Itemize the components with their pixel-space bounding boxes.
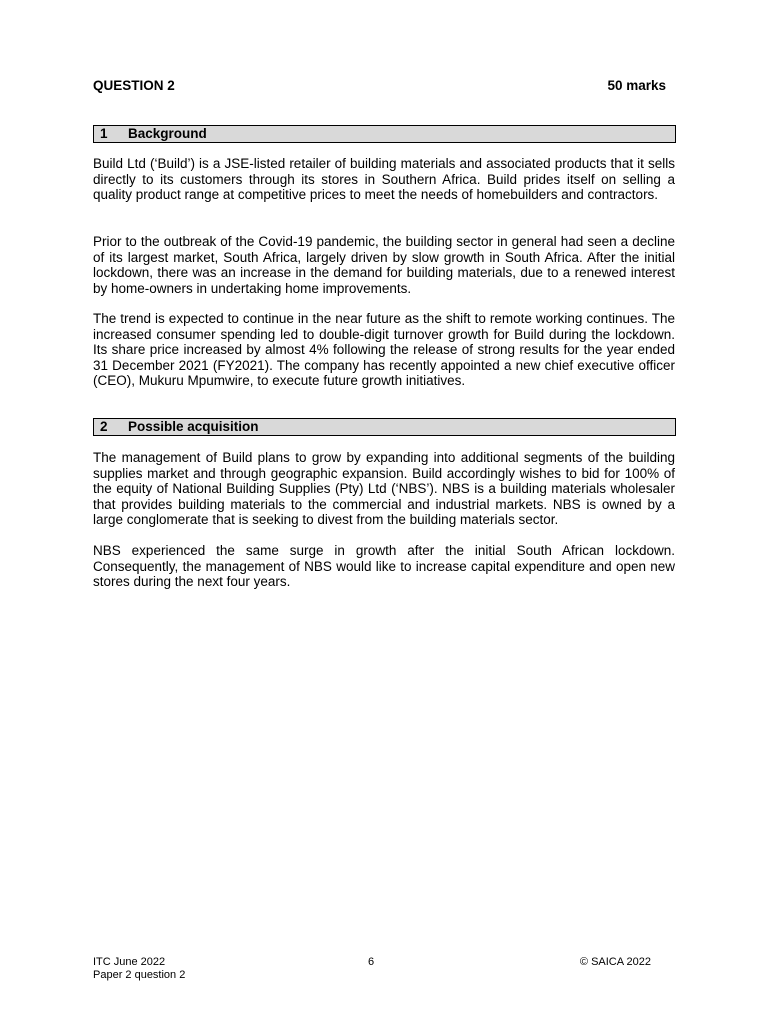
paragraph: Build Ltd (‘Build’) is a JSE-listed retailer of building materials and associated products that it sells directly to its customers through its stores in Southern Africa. Build prides itself on selling a quality product range at competitive prices to meet the needs of homebuilders and contractors.: [93, 156, 675, 203]
page-number: 6: [368, 956, 375, 968]
footer-paper-label: Paper 2 question 2: [93, 969, 186, 981]
paragraph: Prior to the outbreak of the Covid-19 pandemic, the building sector in general had seen a decline of its largest market, South Africa, largely driven by slow growth in South Africa. After the initial lockdown, there was an increase in the demand for building materials, due to a renewed interest by home-owners in undertaking home improvements.: [93, 234, 675, 296]
copyright-notice: © SAICA 2022: [579, 956, 651, 968]
paragraph: The management of Build plans to grow by expanding into additional segments of the building supplies market and through geographic expansion. Build accordingly wishes to bid for 100% of the equity of National Building Supplies (Pty) Ltd (‘NBS’). NBS is a building materials wholesaler that provides building materials to the commercial and industrial markets. NBS is owned by a large conglomerate that is seeking to divest from the building materials sector.: [93, 450, 675, 528]
section-number: 2: [100, 419, 108, 434]
question-marks: 50 marks: [607, 78, 666, 93]
section-heading-background: [93, 125, 676, 143]
footer-left: [93, 956, 185, 982]
paragraph: The trend is expected to continue in the near future as the shift to remote working continues. The increased consumer spending led to double-digit turnover growth for Build during the lockdown. Its share price increased by almost 4% following the release of strong results for the year ended 31 December 2021 (FY2021). The company has recently appointed a new chief executive officer (CEO), Mukuru Mpumwire, to execute future growth initiatives.: [93, 311, 675, 389]
paragraph: NBS experienced the same surge in growth after the initial South African lockdown. Consequently, the management of NBS would like to increase capital expenditure and open new stores during the next four years.: [93, 543, 675, 590]
question-header: [93, 78, 666, 96]
section-number: 1: [100, 126, 108, 141]
section-title: Background: [128, 126, 207, 141]
question-title: QUESTION 2: [93, 78, 175, 93]
section-heading-possible-acquisition: [93, 418, 676, 436]
footer-exam-label: ITC June 2022: [93, 956, 166, 968]
section-title: Possible acquisition: [128, 419, 259, 434]
